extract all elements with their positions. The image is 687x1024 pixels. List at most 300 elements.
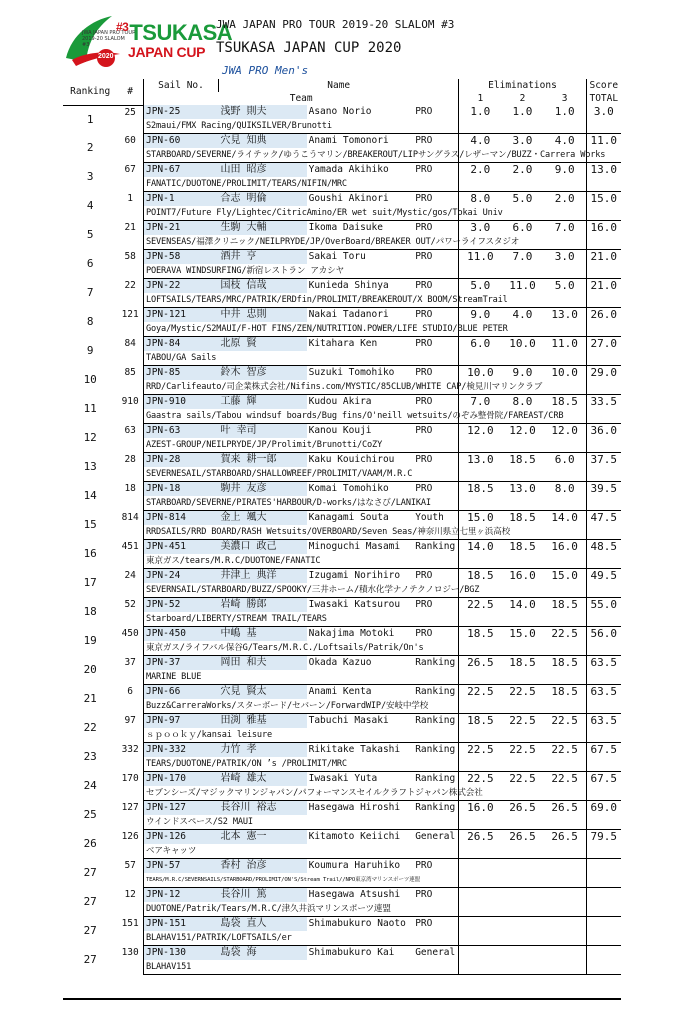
elim3-score-cell: 22.5 (551, 743, 578, 756)
bib-number-cell: 58 (124, 250, 136, 262)
total-score-cell (586, 946, 621, 961)
sail-number-cell: JPN-85 (143, 366, 218, 381)
name-japanese-cell: 北本 憲一 (219, 830, 307, 845)
elim-blank-cell (459, 960, 586, 975)
total-blank-cell (586, 293, 621, 308)
name-roman-cell: Hasegawa Hiroshi (308, 802, 401, 813)
class-cell: PRO (415, 628, 433, 639)
name-header: Name (219, 79, 459, 92)
team-cell: POERAVA WINDSURFING/新宿レストラン アカシヤ (143, 264, 458, 279)
sail-number-cell: JPN-67 (143, 163, 218, 178)
rank-cell: 18 (83, 605, 97, 618)
elim3-score-cell: 5.0 (554, 279, 575, 292)
team-row (63, 380, 621, 395)
elim3-score-cell: 26.5 (551, 830, 578, 843)
sail-number-cell: JPN-28 (143, 453, 218, 468)
elim1-score-cell: 22.5 (459, 685, 501, 700)
class-cell: PRO (415, 106, 433, 117)
elim1-score-cell: 11.0 (459, 250, 501, 265)
total-blank-cell (586, 438, 621, 453)
elim2-score-cell: 5.0 (512, 192, 533, 205)
sail-number-cell: JPN-52 (143, 598, 218, 613)
name-roman-cell: Iwasaki Yuta (308, 773, 378, 784)
name-japanese-cell: 山田 昭彦 (219, 163, 307, 178)
team-row (63, 931, 621, 946)
elim-blank-cell (459, 496, 586, 511)
elim2-score-cell: 2.0 (512, 163, 533, 176)
total-score-cell: 63.5 (586, 656, 621, 671)
rank-cell: 27 (83, 866, 97, 879)
elim1-score-cell: 22.5 (459, 743, 501, 758)
rank-cell: 17 (83, 576, 97, 589)
elim2-score-cell: 13.0 (509, 482, 536, 495)
class-cell: PRO (415, 193, 433, 204)
bib-number-cell: 37 (124, 656, 136, 668)
team-row (63, 699, 621, 714)
elim3-score-cell: 10.0 (551, 366, 578, 379)
elim-blank-cell (459, 844, 586, 859)
team-cell: セブンシーズ/マジックマリンジャパン/パフォーマンスセイルクラフトジャパン株式会社 (143, 786, 458, 801)
elim3-score-cell: 4.0 (554, 134, 575, 147)
total-blank-cell (586, 554, 621, 569)
name-roman-cell: Izugami Norihiro (308, 570, 401, 581)
elim2-score-cell: 7.0 (512, 250, 533, 263)
team-cell: AZEST-GROUP/NEILPRYDE/JP/Prolimit/Brunotti/CoZY (143, 438, 458, 453)
table-row (63, 714, 621, 729)
total-score-cell: 16.0 (586, 221, 621, 236)
total-blank-cell (586, 612, 621, 627)
elim2-score-cell: 22.5 (509, 743, 536, 756)
table-row (63, 627, 621, 642)
total-blank-cell (586, 815, 621, 830)
table-row (63, 656, 621, 671)
sail-number-cell: JPN-60 (143, 134, 218, 149)
total-score-cell: 56.0 (586, 627, 621, 642)
table-row (63, 598, 621, 613)
team-row (63, 235, 621, 250)
total-score-cell: 39.5 (586, 482, 621, 497)
bib-number-cell: 24 (124, 569, 136, 581)
rank-cell: 20 (83, 663, 97, 676)
elim2-score-cell (501, 859, 543, 874)
rank-cell: 5 (86, 228, 94, 241)
name-roman-cell: Okada Kazuo (308, 657, 372, 668)
team-row (63, 322, 621, 337)
team-cell: TEARS/M.R.C/SEVERNSAILS/STARBOARD/PROLIMIT/ON'S/Stream Trail//NPO東京湾マリンスポーツ連盟 (143, 873, 458, 888)
bib-number-cell: 121 (121, 308, 139, 320)
elim2-score-cell: 3.0 (512, 134, 533, 147)
team-cell: Buzz&CarreraWorks/スターボード/セバーン/ForwardWIP/安岐中学校 (143, 699, 458, 714)
bib-number-cell: 97 (124, 714, 136, 726)
total-score-cell: 3.0 (586, 105, 621, 119)
elim1-score-cell: 22.5 (459, 598, 501, 613)
table-row (63, 424, 621, 439)
total-score-cell: 79.5 (586, 830, 621, 845)
class-cell: PRO (415, 338, 433, 349)
name-roman-cell: Anami Kenta (308, 686, 372, 697)
bib-number-cell: 12 (124, 888, 136, 900)
name-japanese-cell: 井津上 典洋 (219, 569, 307, 584)
table-row (63, 453, 621, 468)
team-cell: ベアキャッツ (143, 844, 458, 859)
rank-cell: 27 (83, 895, 97, 908)
bib-number-cell: 52 (124, 598, 136, 610)
total-score-cell: 67.5 (586, 743, 621, 758)
rank-cell: 19 (83, 634, 97, 647)
sail-number-cell: JPN-126 (143, 830, 218, 845)
event-logo (62, 14, 233, 70)
elim3-score-cell (544, 917, 586, 932)
rank-cell: 21 (83, 692, 97, 705)
name-roman-cell: Rikitake Takashi (308, 744, 401, 755)
class-cell: Ranking (415, 657, 456, 668)
class-cell: PRO (415, 599, 433, 610)
total-score-cell: 48.5 (586, 540, 621, 555)
team-cell: RRD/Carlifeauto/司企業株式会社/Nifins.com/MYSTIC/85CLUB/WHITE CAP/検見川マリンクラブ (143, 380, 458, 395)
elim1-score-cell: 26.5 (459, 656, 501, 671)
class-cell: Ranking (415, 686, 456, 697)
total-score-cell: 13.0 (586, 163, 621, 178)
team-row (63, 612, 621, 627)
name-roman-cell: Anami Tomonori (308, 135, 389, 146)
total-blank-cell (586, 467, 621, 482)
total-blank-cell (586, 525, 621, 540)
rank-cell: 3 (86, 170, 94, 183)
total-blank-cell (586, 496, 621, 511)
team-row (63, 525, 621, 540)
elim3-score-cell: 18.5 (551, 685, 578, 698)
name-roman-cell: Kanou Kouji (308, 425, 372, 436)
total-score-cell: 67.5 (586, 772, 621, 787)
bib-number-cell: 450 (121, 627, 139, 639)
elim2-score-cell: 15.0 (509, 627, 536, 640)
category-label: JWA PRO Men's (222, 64, 309, 77)
team-cell: STARBOARD/SEVERNE/PIRATES'HARBOUR/D-works/はなさび/LANIKAI (143, 496, 458, 511)
team-cell: Starboard/LIBERTY/STREAM TRAIL/TEARS (143, 612, 458, 627)
elim-blank-cell (459, 554, 586, 569)
elim2-score-cell: 9.0 (512, 366, 533, 379)
team-cell: POINT7/Future Fly/Lightec/CitricAmino/ER wet suit/Mystic/gos/Tokai Univ (143, 206, 458, 221)
team-cell: ウインドスペース/S2 MAUI (143, 815, 458, 830)
table-row (63, 569, 621, 584)
name-roman-cell: Suzuki Tomohiko (308, 367, 395, 378)
bib-number-cell: 6 (127, 685, 134, 697)
team-cell: 東京ガス/tears/M.R.C/DUOTONE/FANATIC (143, 554, 458, 569)
elim-blank-cell (459, 119, 586, 134)
total-blank-cell (586, 931, 621, 946)
rank-cell: 6 (86, 257, 94, 270)
rank-cell: 2 (86, 141, 94, 154)
team-row (63, 873, 621, 888)
elim2-score-cell (501, 946, 543, 961)
bib-number-cell: 84 (124, 337, 136, 349)
table-row (63, 917, 621, 932)
class-cell: Ranking (415, 715, 456, 726)
table-row (63, 134, 621, 149)
team-row (63, 583, 621, 598)
bib-number-cell: 57 (124, 859, 136, 871)
class-cell: PRO (415, 135, 433, 146)
elim3-score-cell: 16.0 (551, 540, 578, 553)
team-row (63, 293, 621, 308)
elim-blank-cell (459, 815, 586, 830)
elim-blank-cell (459, 641, 586, 656)
name-japanese-cell: 長谷川 裕志 (219, 801, 307, 816)
logo-small-line-3: #3 (82, 42, 90, 48)
class-cell: PRO (415, 860, 433, 871)
elim3-score-cell: 22.5 (551, 627, 578, 640)
bib-number-cell: 332 (121, 743, 139, 755)
name-japanese-cell: 長谷川 篤 (219, 888, 307, 903)
team-cell: DUOTONE/Patrik/Tears/M.R.C/津久井浜マリンスポーツ連盟 (143, 902, 458, 917)
name-roman-cell: Minoguchi Masami (308, 541, 401, 552)
elim1-score-cell: 6.0 (459, 337, 501, 352)
name-japanese-cell: 酒井 亨 (219, 250, 307, 265)
total-score-cell: 49.5 (586, 569, 621, 584)
bib-number-cell: 127 (121, 801, 139, 813)
table-row (63, 859, 621, 874)
name-roman-cell: Koumura Haruhiko (308, 860, 401, 871)
elim3-score-cell: 11.0 (551, 337, 578, 350)
team-row (63, 641, 621, 656)
class-cell: General (415, 947, 456, 958)
name-japanese-cell: 力竹 孝 (219, 743, 307, 758)
elim1-score-cell: 14.0 (459, 540, 501, 555)
elim3-score-cell: 15.0 (551, 569, 578, 582)
elim1-score-cell: 9.0 (459, 308, 501, 323)
bib-number-cell: 21 (124, 221, 136, 233)
team-cell: FANATIC/DUOTONE/PROLIMIT/TEARS/NIFIN/MRC (143, 177, 458, 192)
team-header: Team (143, 92, 458, 105)
name-roman-cell: Hasegawa Atsushi (308, 889, 401, 900)
elim3-score-cell: 22.5 (551, 714, 578, 727)
table-row (63, 163, 621, 178)
elim3-score-cell: 2.0 (554, 192, 575, 205)
table-row (63, 540, 621, 555)
team-cell: Gaastra sails/Tabou windsuf boards/Bug fins/O'neill wetsuits/のぞみ整骨院/FAREAST/CRB (143, 409, 458, 424)
table-row (63, 279, 621, 294)
table-row (63, 105, 621, 119)
table-row (63, 888, 621, 903)
team-cell: MARINE BLUE (143, 670, 458, 685)
elim1-score-cell: 12.0 (459, 424, 501, 439)
sail-number-cell: JPN-332 (143, 743, 218, 758)
name-japanese-cell: 金上 颯大 (219, 511, 307, 526)
eliminations-header: Eliminations (459, 79, 586, 92)
elim-blank-cell (459, 467, 586, 482)
elim-blank-cell (459, 264, 586, 279)
team-cell: BLAHAV151/PATRIK/LOFTSAILS/er (143, 931, 458, 946)
sail-number-cell: JPN-12 (143, 888, 218, 903)
elim1-score-cell: 22.5 (459, 772, 501, 787)
table-row (63, 308, 621, 323)
team-cell: 東京ガス/ライフバル保谷G/Tears/M.R.C./Loftsails/Patrik/On's (143, 641, 458, 656)
elim1-score-cell: 2.0 (459, 163, 501, 178)
elim1-score-cell (459, 888, 501, 903)
team-cell: S2maui/FMX Racing/QUIKSILVER/Brunotti (143, 119, 458, 134)
name-roman-cell: Tabuchi Masaki (308, 715, 389, 726)
name-japanese-cell: 合志 明倫 (219, 192, 307, 207)
rank-cell: 27 (83, 924, 97, 937)
elim3-score-cell (544, 946, 586, 961)
name-roman-cell: Kudou Akira (308, 396, 372, 407)
total-blank-cell (586, 757, 621, 772)
elim2-score-cell: 4.0 (512, 308, 533, 321)
total-score-cell: 21.0 (586, 279, 621, 294)
elim-blank-cell (459, 670, 586, 685)
name-japanese-cell: 田渕 雅基 (219, 714, 307, 729)
sail-number-cell: JPN-814 (143, 511, 218, 526)
team-cell: SEVERNESAIL/STARBOARD/SHALLOWREEF/PROLIMIT/VAAM/M.R.C (143, 467, 458, 482)
num-header: # (117, 79, 143, 105)
sail-number-cell: JPN-57 (143, 859, 218, 874)
rank-cell: 13 (83, 460, 97, 473)
table-row (63, 801, 621, 816)
elim3-score-cell (544, 888, 586, 903)
results-table (63, 79, 621, 975)
name-roman-cell: Iwasaki Katsurou (308, 599, 401, 610)
elim2-header: 2 (519, 93, 526, 104)
name-roman-cell: Goushi Akinori (308, 193, 389, 204)
name-japanese-cell: 美濃口 政己 (219, 540, 307, 555)
elim1-score-cell: 3.0 (459, 221, 501, 236)
rank-cell: 16 (83, 547, 97, 560)
elim3-score-cell: 13.0 (551, 308, 578, 321)
elim1-score-cell: 4.0 (459, 134, 501, 149)
table-row (63, 250, 621, 265)
total-score-cell: 63.5 (586, 685, 621, 700)
name-roman-cell: Nakai Tadanori (308, 309, 389, 320)
elim2-score-cell: 11.0 (509, 279, 536, 292)
total-score-cell (586, 859, 621, 874)
elim1-score-cell: 8.0 (459, 192, 501, 207)
name-roman-cell: Kitahara Ken (308, 338, 378, 349)
total-blank-cell (586, 206, 621, 221)
name-roman-cell: Asano Norio (308, 106, 372, 117)
rank-cell: 24 (83, 779, 97, 792)
elim3-score-cell: 12.0 (551, 424, 578, 437)
elim2-score-cell (501, 917, 543, 932)
rank-cell: 23 (83, 750, 97, 763)
rank-cell: 9 (86, 344, 94, 357)
sail-number-cell: JPN-84 (143, 337, 218, 352)
team-cell: SEVERNSAIL/STARBOARD/BUZZ/SPOOKY/三井ホーム/積水化学ナノテクノロジー/BGZ (143, 583, 458, 598)
name-japanese-cell: 駒井 友彦 (219, 482, 307, 497)
name-japanese-cell: 中嶋 基 (219, 627, 307, 642)
rank-cell: 11 (83, 402, 97, 415)
team-row (63, 960, 621, 975)
rank-cell: 25 (83, 808, 97, 821)
elim1-score-cell: 26.5 (459, 830, 501, 845)
table-row (63, 830, 621, 845)
name-japanese-cell: 香村 治彦 (219, 859, 307, 874)
bib-number-cell: 63 (124, 424, 136, 436)
total-score-cell: 63.5 (586, 714, 621, 729)
class-cell: PRO (415, 251, 433, 262)
sail-number-cell: JPN-910 (143, 395, 218, 410)
team-row (63, 902, 621, 917)
team-row (63, 496, 621, 511)
elim2-score-cell: 18.5 (509, 453, 536, 466)
elim-blank-cell (459, 177, 586, 192)
class-cell: PRO (415, 570, 433, 581)
name-roman-cell: Shimabukuro Kai (308, 947, 395, 958)
total-score-cell: 47.5 (586, 511, 621, 526)
sail-number-cell: JPN-1 (143, 192, 218, 207)
total-score-cell: 27.0 (586, 337, 621, 352)
elim1-score-cell: 15.0 (459, 511, 501, 526)
total-score-cell: 33.5 (586, 395, 621, 410)
total-score-cell (586, 917, 621, 932)
elim2-score-cell: 1.0 (512, 105, 533, 118)
sail-number-cell: JPN-18 (143, 482, 218, 497)
team-row (63, 119, 621, 134)
elim1-score-cell: 5.0 (459, 279, 501, 294)
name-roman-cell: Nakajima Motoki (308, 628, 395, 639)
elim1-score-cell (459, 859, 501, 874)
table-row (63, 366, 621, 381)
table-row (63, 685, 621, 700)
class-cell: PRO (415, 309, 433, 320)
elim2-score-cell: 26.5 (509, 830, 536, 843)
rank-cell: 7 (86, 286, 94, 299)
team-cell: RRDSAILS/RRD BOARD/RASH Wetsuits/OVERBOARD/Seven Seas/神奈川県立七里ヶ浜高校 (143, 525, 458, 540)
elim3-score-cell: 7.0 (554, 221, 575, 234)
total-blank-cell (586, 699, 621, 714)
name-japanese-cell: 鈴木 智彦 (219, 366, 307, 381)
name-japanese-cell: 叶 幸司 (219, 424, 307, 439)
team-cell: TEARS/DUOTONE/PATRIK/ON ’s /PROLIMIT/MRC (143, 757, 458, 772)
class-cell: PRO (415, 425, 433, 436)
elim-blank-cell (459, 612, 586, 627)
class-cell: Youth (415, 512, 444, 523)
total-score-cell: 11.0 (586, 134, 621, 149)
bib-number-cell: 60 (124, 134, 136, 146)
bib-number-cell: 22 (124, 279, 136, 291)
sail-number-cell: JPN-151 (143, 917, 218, 932)
elim3-score-cell: 14.0 (551, 511, 578, 524)
name-japanese-cell: 島袋 直人 (219, 917, 307, 932)
elim3-score-cell: 8.0 (554, 482, 575, 495)
table-row (63, 482, 621, 497)
team-row (63, 148, 621, 163)
elim1-score-cell: 13.0 (459, 453, 501, 468)
class-cell: Ranking (415, 744, 456, 755)
total-blank-cell (586, 641, 621, 656)
class-cell: Ranking (415, 802, 456, 813)
total-blank-cell (586, 786, 621, 801)
elim1-score-cell: 1.0 (459, 105, 501, 119)
team-row (63, 177, 621, 192)
bib-number-cell: 18 (124, 482, 136, 494)
bib-number-cell: 451 (121, 540, 139, 552)
sail-number-cell: JPN-21 (143, 221, 218, 236)
table-row (63, 743, 621, 758)
elim3-score-cell: 18.5 (551, 598, 578, 611)
total-score-cell: 21.0 (586, 250, 621, 265)
elim1-score-cell: 18.5 (459, 714, 501, 729)
team-cell: BLAHAV151 (143, 960, 458, 975)
logo-title (116, 20, 232, 46)
total-blank-cell (586, 264, 621, 279)
total-score-cell: 36.0 (586, 424, 621, 439)
team-row (63, 728, 621, 743)
sail-number-cell: JPN-451 (143, 540, 218, 555)
elim2-score-cell: 16.0 (509, 569, 536, 582)
score-header: Score (586, 79, 621, 92)
elim3-score-cell: 22.5 (551, 772, 578, 785)
elim3-score-cell (544, 859, 586, 874)
